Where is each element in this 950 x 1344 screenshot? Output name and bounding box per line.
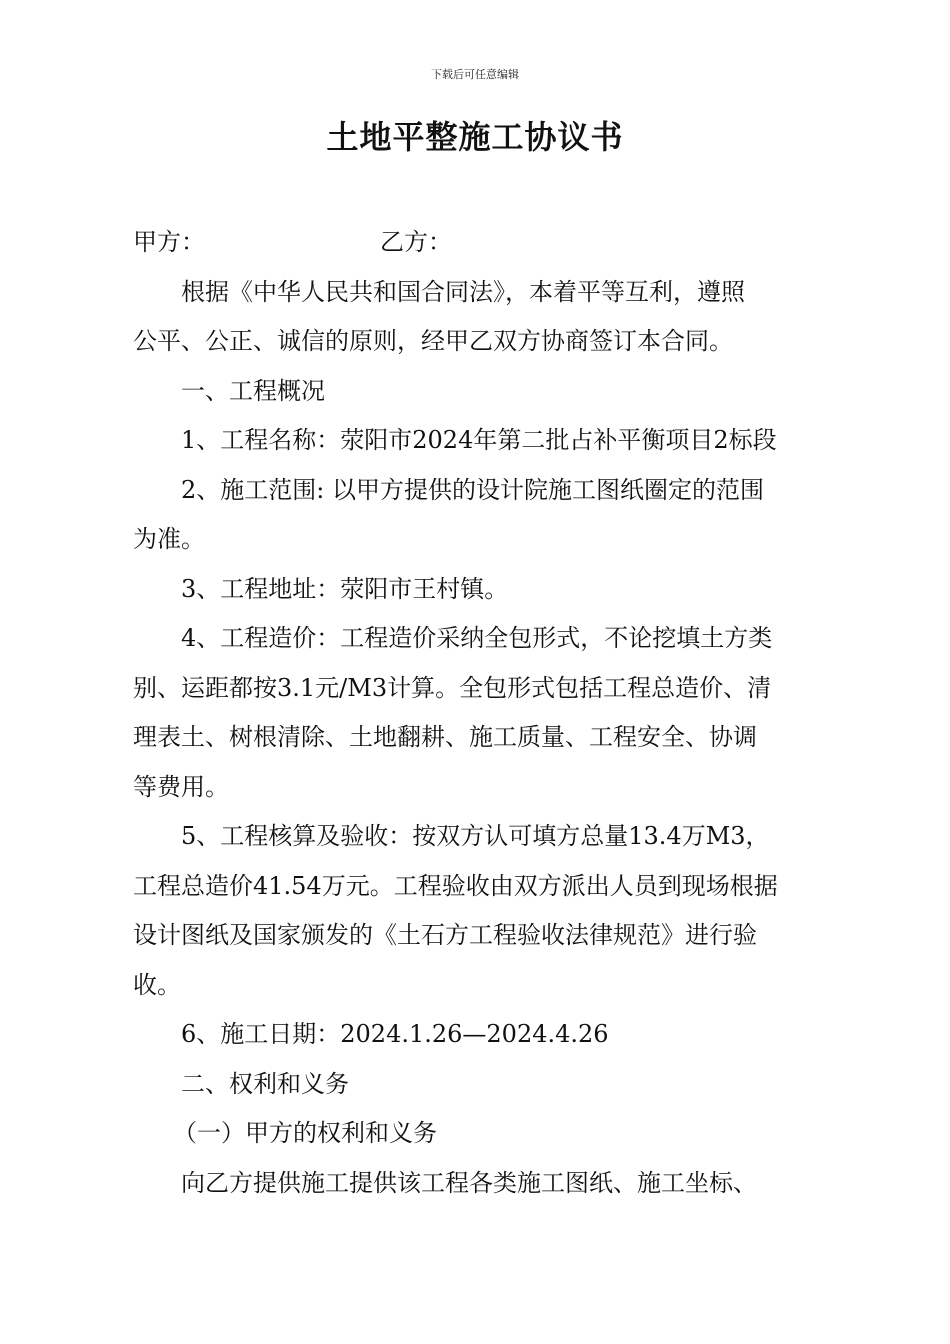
paragraph-line: 公平、公正、诚信的原则，经甲乙双方协商签订本合同。	[133, 327, 733, 355]
paragraph-line: 收。	[133, 970, 181, 999]
section-heading: 一、工程概况	[181, 376, 325, 405]
document-title: 土地平整施工协议书	[326, 118, 624, 156]
paragraph-line: 6、施工日期：2024.1.26—2024.4.26	[181, 1020, 609, 1048]
party-a-label: 甲方：	[133, 228, 205, 256]
document-body	[133, 218, 823, 1208]
header-note: 下载后可任意编辑	[431, 68, 519, 81]
paragraph-line: 2、施工范围: 以甲方提供的设计院施工图纸圈定的范围	[181, 475, 764, 504]
paragraph-line: 3、工程地址：荥阳市王村镇。	[181, 574, 509, 603]
paragraph-line: 工程总造价41.54万元。工程验收由双方派出人员到现场根据	[133, 871, 778, 900]
paragraph-line: 等费用。	[133, 772, 229, 801]
paragraph-line: 1、工程名称：荥阳市2024年第二批占补平衡项目2标段	[181, 426, 777, 454]
paragraph-line: 4、工程造价：工程造价采纳全包形式，不论挖填土方类	[181, 624, 773, 652]
paragraph-line: 为准。	[133, 525, 205, 553]
paragraph-line: 别、运距都按3.1元/M3计算。全包形式包括工程总造价、清	[133, 673, 772, 702]
subsection-heading: （一）甲方的权利和义务	[173, 1119, 437, 1147]
paragraph-line: 向乙方提供施工提供该工程各类施工图纸、施工坐标、	[181, 1168, 757, 1197]
paragraph-line: 根据《中华人民共和国合同法》，本着平等互利，遵照	[181, 277, 745, 306]
section-heading: 二、权利和义务	[181, 1069, 349, 1098]
paragraph-line: 5、工程核算及验收：按双方认可填方总量13.4万M3，	[181, 822, 770, 850]
paragraph-line: 理表土、树根清除、土地翻耕、施工质量、工程安全、协调	[133, 723, 757, 751]
parties-line	[133, 218, 823, 268]
party-b-label: 乙方：	[380, 228, 452, 256]
paragraph-line: 设计图纸及国家颁发的《土石方工程验收法律规范》进行验	[133, 921, 757, 949]
